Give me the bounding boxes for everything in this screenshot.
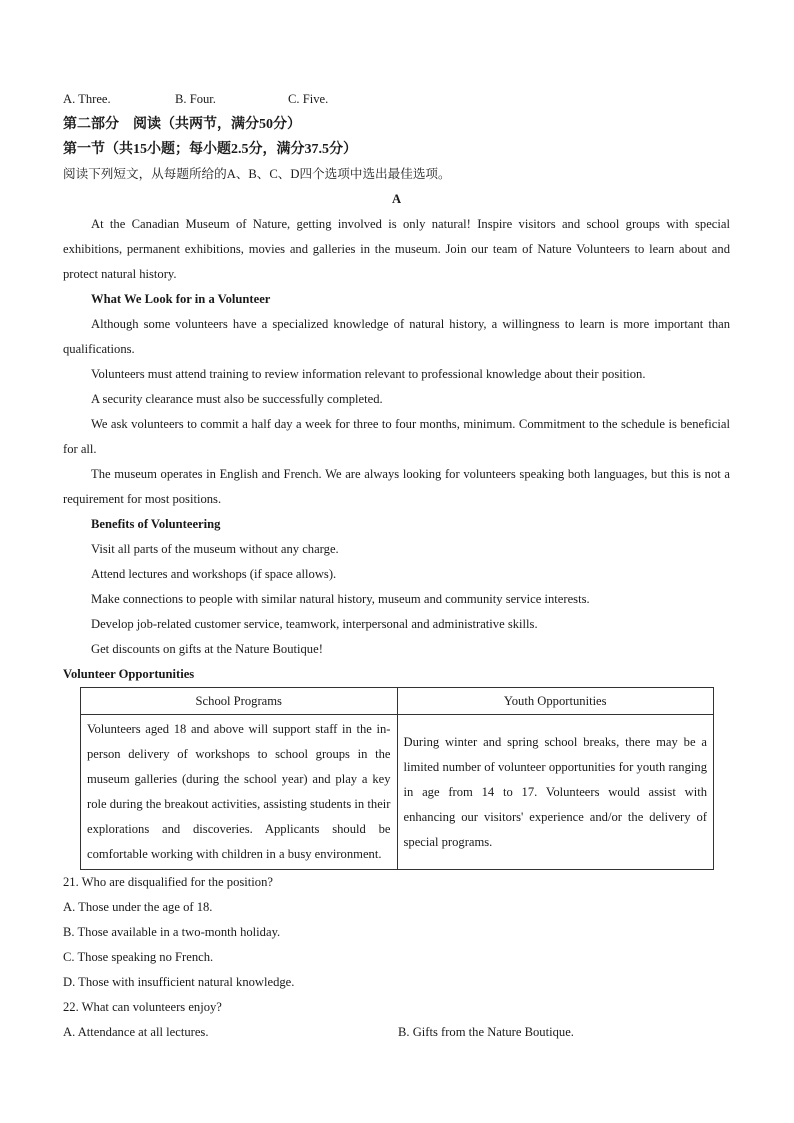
benefits-heading: Benefits of Volunteering bbox=[91, 517, 221, 531]
question-21-stem: 21. Who are disqualified for the position? bbox=[63, 875, 273, 889]
instruction: 阅读下列短文，从每题所给的A、B、C、D四个选项中选出最佳选项。 bbox=[63, 167, 451, 181]
section-title: 第一节（共15小题；每小题2.5分，满分37.5分） bbox=[63, 142, 357, 157]
look-for-paragraph: A security clearance must also be successfully completed. bbox=[91, 392, 383, 406]
question-22-stem: 22. What can volunteers enjoy? bbox=[63, 1000, 222, 1014]
table-header-youth: Youth Opportunities bbox=[397, 688, 714, 715]
question-21-option-d: D. Those with insufficient natural knowledge. bbox=[63, 975, 295, 989]
look-for-paragraph: Volunteers must attend training to review information relevant to professional knowledge about their position. bbox=[91, 367, 646, 381]
question-22-option-b: B. Gifts from the Nature Boutique. bbox=[398, 1025, 574, 1039]
benefit-item: Visit all parts of the museum without any charge. bbox=[91, 542, 339, 556]
option-b: B. Four. bbox=[175, 92, 216, 106]
benefit-item: Get discounts on gifts at the Nature Boutique! bbox=[91, 642, 323, 656]
part-title: 第二部分 阅读（共两节，满分50分） bbox=[63, 117, 301, 132]
question-22-options bbox=[63, 1020, 730, 1045]
look-for-paragraph: The museum operates in English and French. We are always looking for volunteers speaking both languages, but this is not a requirement for most positions. bbox=[63, 467, 730, 506]
question-21-option-c: C. Those speaking no French. bbox=[63, 950, 214, 964]
passage-intro: At the Canadian Museum of Nature, getting involved is only natural! Inspire visitors and school groups with special exhibitions, permanent exhibitions, movies and galleries in the museum. Join our team of Nature Volunteers to learn about and protect natural history. bbox=[63, 217, 730, 281]
opportunities-table bbox=[80, 687, 714, 870]
look-for-paragraph: Although some volunteers have a specialized knowledge of natural history, a willingness to learn is more important than qualifications. bbox=[63, 317, 730, 356]
passage-letter: A bbox=[391, 192, 402, 206]
benefit-item: Develop job-related customer service, teamwork, interpersonal and administrative skills. bbox=[91, 617, 538, 631]
question-22-option-a: A. Attendance at all lectures. bbox=[63, 1025, 209, 1039]
benefit-item: Attend lectures and workshops (if space allows). bbox=[91, 567, 337, 581]
table-cell-school: Volunteers aged 18 and above will support staff in the in-person delivery of workshops to school groups in the museum galleries (during the school year) and play a key role during the breakout activities, assisting students in their explorations and discoveries. Applicants should be comfortable working with children in a busy environment. bbox=[81, 715, 398, 870]
benefit-item: Make connections to people with similar natural history, museum and community service interests. bbox=[91, 592, 590, 606]
previous-question-options bbox=[63, 87, 730, 112]
table-header-school: School Programs bbox=[81, 688, 398, 715]
table-cell-youth: During winter and spring school breaks, there may be a limited number of volunteer opportunities for youth ranging in age from 14 to 17. Volunteers would assist with enhancing our visitors' experience and/or the delivery of special programs. bbox=[397, 715, 714, 870]
exam-page bbox=[63, 87, 730, 1045]
opportunities-heading: Volunteer Opportunities bbox=[63, 667, 195, 681]
look-for-paragraph: We ask volunteers to commit a half day a week for three to four months, minimum. Commitment to the schedule is beneficial for all. bbox=[63, 417, 730, 456]
option-a: A. Three. bbox=[63, 92, 111, 106]
option-c: C. Five. bbox=[288, 92, 329, 106]
look-for-heading: What We Look for in a Volunteer bbox=[91, 292, 271, 306]
question-21-option-b: B. Those available in a two-month holiday. bbox=[63, 925, 281, 939]
question-21-option-a: A. Those under the age of 18. bbox=[63, 900, 213, 914]
